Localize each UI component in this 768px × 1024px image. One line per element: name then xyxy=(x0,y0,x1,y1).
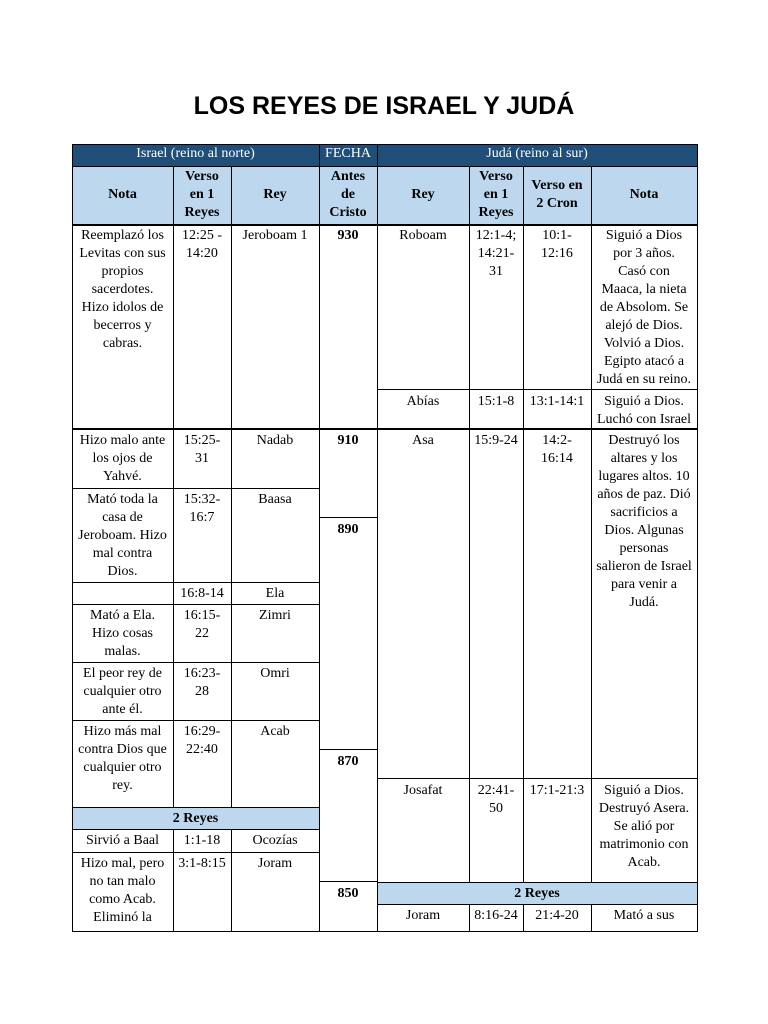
header-verso-reyes-juda: Verso en 1 Reyes xyxy=(469,166,523,224)
grid-line xyxy=(319,881,377,882)
israel-nota: El peor rey de cualquier otro ante él. xyxy=(83,666,162,717)
israel-verso: 15:25- 31 xyxy=(183,433,221,466)
grid-line xyxy=(72,720,319,721)
grid-line xyxy=(469,904,470,931)
table-border xyxy=(697,144,698,932)
grid-line xyxy=(377,904,697,905)
grid-line xyxy=(72,488,319,489)
grid-line xyxy=(72,662,319,663)
juda-verso-reyes: 8:16-24 xyxy=(474,908,518,923)
israel-rey: Acab xyxy=(260,724,290,739)
israel-rey: Joram xyxy=(257,856,293,871)
juda-rey: Roboam xyxy=(399,228,447,243)
grid-line xyxy=(72,807,319,808)
header-rey-israel: Rey xyxy=(231,166,319,224)
israel-rey: Baasa xyxy=(258,492,292,507)
header-verso-cron: Verso en 2 Cron xyxy=(523,166,591,224)
grid-line xyxy=(319,144,320,932)
juda-rey: Asa xyxy=(412,433,434,448)
juda-rey: Abías xyxy=(406,394,440,409)
grid-line xyxy=(591,904,592,931)
juda-verso-cron: 14:2- 16:14 xyxy=(541,433,573,466)
table-border xyxy=(72,144,698,145)
header-fecha: FECHA xyxy=(319,144,377,166)
israel-verso: 16:15- 22 xyxy=(183,608,221,641)
header-israel: Israel (reino al norte) xyxy=(72,144,319,166)
israel-verso: 15:32- 16:7 xyxy=(183,492,221,525)
juda-nota: Siguió a Dios. Luchó con Israel xyxy=(596,394,692,427)
fecha-890: 890 xyxy=(337,522,359,537)
israel-rey: Ocozías xyxy=(252,833,298,848)
grid-line xyxy=(469,166,470,883)
grid-line xyxy=(231,166,232,808)
israel-nota: Hizo malo ante los ojos de Yahvé. xyxy=(79,433,166,484)
juda-verso-reyes: 22:41- 50 xyxy=(477,783,515,816)
fecha-870: 870 xyxy=(337,754,359,769)
israel-rey: Nadab xyxy=(256,433,294,448)
table-border xyxy=(72,144,73,932)
grid-line xyxy=(591,166,592,883)
juda-nota: Destruyó los altares y los lugares altos. 10 años de paz. Dió sacrificios a Dios. Algunas personas salieron de Israel para venir a Judá. xyxy=(596,433,692,610)
israel-rey: Zimri xyxy=(259,608,291,623)
grid-line xyxy=(72,829,319,830)
israel-rey: Omri xyxy=(260,666,290,681)
israel-rey: Ela xyxy=(265,586,285,601)
grid-line xyxy=(72,428,319,430)
israel-verso: 12:25 - 14:20 xyxy=(181,228,223,261)
grid-line xyxy=(72,582,319,583)
israel-nota: Hizo mal, pero no tan malo como Acab. Eliminó la xyxy=(80,856,165,925)
israel-nota: Hizo más mal contra Dios que cualquier otro rey. xyxy=(78,724,167,793)
juda-verso-cron: 17:1-21:3 xyxy=(529,783,585,798)
israel-verso: 16:23- 28 xyxy=(183,666,221,699)
grid-line xyxy=(319,428,377,430)
juda-verso-reyes: 15:1-8 xyxy=(477,394,515,409)
juda-verso-reyes: 12:1-4; 14:21- 31 xyxy=(475,228,517,279)
grid-line xyxy=(72,604,319,605)
grid-line xyxy=(72,224,698,226)
juda-verso-reyes: 15:9-24 xyxy=(474,433,518,448)
header-nota-israel: Nota xyxy=(72,166,173,224)
israel-verso: 16:29- 22:40 xyxy=(183,724,221,757)
israel-nota: Mató a Ela. Hizo cosas malas. xyxy=(90,608,155,659)
grid-line xyxy=(319,749,377,750)
grid-line xyxy=(72,852,319,853)
israel-nota xyxy=(72,584,173,586)
israel-nota: Mató toda la casa de Jeroboam. Hizo mal contra Dios. xyxy=(78,492,167,579)
fecha-850: 850 xyxy=(337,886,359,901)
israel-verso: 16:8-14 xyxy=(180,586,224,601)
israel-rey: Jeroboam 1 xyxy=(242,228,308,243)
grid-line xyxy=(173,829,174,931)
juda-nota: Siguió a Dios. Destruyó Asera. Se alió por matrimonio con Acab. xyxy=(598,783,690,870)
israel-verso: 1:1-18 xyxy=(183,833,221,848)
subheader-2-reyes-juda: 2 Reyes xyxy=(377,883,697,904)
juda-nota: Mató a sus xyxy=(613,908,675,923)
page-title: LOS REYES DE ISRAEL Y JUDÁ xyxy=(193,92,575,120)
juda-verso-cron: 13:1-14:1 xyxy=(529,394,585,409)
grid-line xyxy=(523,166,524,883)
grid-line xyxy=(523,904,524,931)
grid-line xyxy=(72,166,698,167)
juda-verso-cron: 10:1- 12:16 xyxy=(541,228,573,261)
header-antes-de-cristo: Antes de Cristo xyxy=(319,166,377,224)
header-juda: Judá (reino al sur) xyxy=(377,144,697,166)
juda-verso-cron: 21:4-20 xyxy=(535,908,579,923)
grid-line xyxy=(377,778,697,779)
grid-line xyxy=(319,517,377,518)
fecha-930: 930 xyxy=(337,228,359,243)
juda-rey: Josafat xyxy=(403,783,443,798)
juda-nota: Siguió a Dios por 3 años. Casó con Maaca, la nieta de Absolom. Se alejó de Dios. Volvió a Dios. Egipto atacó a Judá en su reino. xyxy=(596,228,692,387)
header-nota-juda: Nota xyxy=(591,166,697,224)
grid-line xyxy=(377,882,697,883)
table-border xyxy=(72,931,698,932)
israel-nota: Reemplazó los Levitas con sus propios sacerdotes. Hizo idolos de becerros y cabras. xyxy=(79,228,166,351)
grid-line xyxy=(173,166,174,808)
grid-line xyxy=(377,389,697,390)
header-rey-juda: Rey xyxy=(377,166,469,224)
grid-line xyxy=(231,829,232,931)
juda-rey: Joram xyxy=(405,908,441,923)
grid-line xyxy=(377,428,697,430)
israel-verso: 3:1-8:15 xyxy=(178,856,226,871)
subheader-2-reyes-israel: 2 Reyes xyxy=(72,808,319,829)
israel-nota: Sirvió a Baal xyxy=(85,833,160,848)
header-verso-reyes-israel: Verso en 1 Reyes xyxy=(173,166,231,224)
grid-line xyxy=(377,144,378,932)
fecha-910: 910 xyxy=(337,433,359,448)
